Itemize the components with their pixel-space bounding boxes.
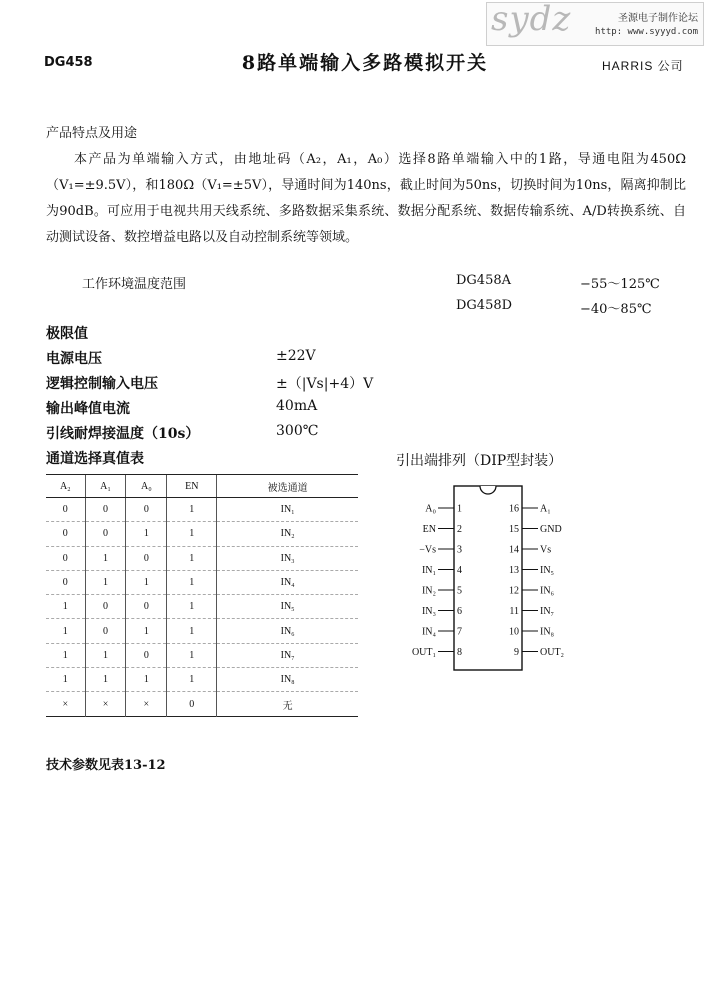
pin-number: 13	[509, 565, 519, 576]
limit-label: 电源电压	[46, 351, 102, 367]
address-bit-cell: 1	[62, 674, 68, 686]
table-row	[46, 619, 358, 643]
table-row	[46, 546, 358, 570]
selected-channel-cell: IN₃	[217, 546, 358, 570]
pin-name: −Vs	[419, 544, 436, 556]
pin-number: 7	[457, 626, 462, 638]
address-bit-cell: 0	[62, 528, 68, 540]
temperature-model-d: DG458D	[456, 298, 513, 313]
pin-number: 5	[457, 585, 462, 597]
address-bit-cell: 0	[167, 692, 217, 716]
address-bit-cell: 1	[126, 570, 167, 594]
address-bit-cell: 1	[167, 619, 217, 643]
pin-number: 1	[457, 503, 462, 515]
watermark-site-name: 圣源电子制作论坛	[618, 13, 698, 24]
pin-number: 6	[457, 606, 462, 617]
pin-number: 14	[509, 544, 519, 556]
truth-table-header-row	[46, 475, 358, 498]
address-bit-cell: 1	[85, 570, 126, 594]
temperature-model-a: DG458A	[456, 273, 512, 288]
features-paragraph: 本产品为单端输入方式，由地址码（A₂，A₁，A₀）选择8路单端输入中的1路，导通电阻为450Ω（V₁=±9.5V），和180Ω（V₁=±5V），导通时间为140ns，截止时间为50ns，切换时间为10ns，隔离抑制比为90dB。可应用于电视共用天线系统、多路数据采集系统、数据分配系统、数据传输系统、A/D转换系统、自动测试设备、数控增益电路以及自动控制系统等领域。	[46, 152, 686, 245]
pin-number: 3	[457, 544, 462, 556]
table-row	[46, 522, 358, 546]
limit-value: ±22V	[276, 348, 316, 364]
address-bit-cell: 1	[167, 498, 217, 522]
watermark-box	[486, 2, 704, 46]
address-bit-cell: 0	[126, 546, 167, 570]
pin-name: Vs	[540, 544, 552, 556]
address-bit-cell: 1	[126, 619, 167, 643]
address-bit-cell: 1	[167, 668, 217, 692]
pin-name: A₁	[540, 503, 551, 515]
address-bit-cell: 1	[85, 668, 126, 692]
pin-number: 15	[509, 524, 519, 535]
limit-label: 逻辑控制输入电压	[46, 376, 158, 392]
pin-number: 16	[509, 503, 519, 515]
page-title: 8路单端输入多路模拟开关	[241, 52, 489, 74]
limit-value: 40mA	[276, 398, 318, 414]
address-bit-cell: 1	[167, 546, 217, 570]
table-row	[46, 643, 358, 667]
address-bit-cell: 0	[62, 552, 68, 564]
column-header: A₂	[46, 475, 85, 498]
pin-name: IN₃	[421, 606, 436, 617]
watermark-logo: sydz	[491, 0, 572, 39]
address-bit-cell: 1	[85, 643, 126, 667]
selected-channel-cell: IN₄	[217, 570, 358, 594]
address-bit-cell: 1	[62, 601, 68, 613]
temperature-range-d: −40～85℃	[580, 302, 652, 317]
address-bit-cell: ×	[126, 692, 167, 716]
pin-number: 12	[509, 585, 519, 597]
address-bit-cell: ×	[85, 692, 126, 716]
selected-channel-cell: IN₆	[217, 619, 358, 643]
pin-name: EN	[422, 524, 436, 535]
pin-name: IN₆	[540, 585, 555, 597]
limit-label: 输出峰值电流	[46, 401, 130, 417]
pin-number: 10	[509, 626, 519, 638]
address-bit-cell: 1	[62, 625, 68, 637]
selected-channel-cell: IN₇	[217, 643, 358, 667]
limit-value: 300℃	[276, 423, 319, 439]
address-bit-cell: 1	[85, 546, 126, 570]
limit-label: 引线耐焊接温度（10s）	[46, 426, 200, 442]
table-row	[46, 595, 358, 619]
temperature-range-label: 工作环境温度范围	[82, 277, 187, 292]
address-bit-cell: 0	[62, 577, 68, 589]
selected-channel-cell: IN₂	[217, 522, 358, 546]
pin-name: IN₅	[540, 565, 555, 576]
address-bit-cell: 1	[62, 649, 68, 661]
pin-name: IN₇	[540, 606, 555, 617]
address-bit-cell: 1	[167, 643, 217, 667]
column-header: A₀	[126, 475, 167, 498]
address-bit-cell: 1	[167, 522, 217, 546]
truth-table-heading: 通道选择真值表	[46, 451, 144, 467]
address-bit-cell: 1	[167, 595, 217, 619]
dip-package-diagram	[408, 484, 608, 674]
temperature-range-a: −55～125℃	[580, 277, 660, 292]
features-heading: 产品特点及用途	[46, 126, 138, 141]
truth-table	[46, 474, 358, 717]
address-bit-cell: 0	[62, 504, 68, 516]
limit-value: ±（|Vs|+4）V	[276, 376, 374, 392]
column-header: 被选通道	[217, 475, 358, 498]
limits-heading: 极限值	[46, 326, 88, 342]
watermark-url: http: www.syyyd.com	[595, 27, 698, 37]
pin-number: 8	[457, 647, 462, 658]
pin-number: 11	[509, 606, 519, 617]
manufacturer: HARRIS 公司	[602, 59, 684, 73]
pin-name: IN₂	[421, 585, 436, 597]
pinout-heading: 引出端排列（DIP型封装）	[396, 453, 563, 469]
pin-name: IN₄	[421, 626, 436, 638]
address-bit-cell: 1	[126, 522, 167, 546]
pin-name: GND	[540, 524, 562, 535]
address-bit-cell: 1	[126, 668, 167, 692]
pin-number: 9	[514, 647, 519, 658]
pin-name: OUT₂	[540, 647, 565, 658]
part-number: DG458	[44, 55, 93, 70]
pin-name: A₀	[425, 503, 436, 515]
table-row	[46, 668, 358, 692]
address-bit-cell: 0	[126, 498, 167, 522]
pin1-notch	[480, 486, 496, 494]
address-bit-cell: 0	[85, 619, 126, 643]
spec-reference-note: 技术参数见表13-12	[46, 758, 166, 773]
selected-channel-cell: IN₅	[217, 595, 358, 619]
address-bit-cell: ×	[62, 698, 69, 710]
pin-name: IN₁	[421, 565, 436, 576]
address-bit-cell: 0	[126, 643, 167, 667]
selected-channel-cell: 无	[217, 692, 358, 716]
table-row	[46, 692, 358, 716]
address-bit-cell: 0	[126, 595, 167, 619]
address-bit-cell: 0	[85, 498, 126, 522]
pin-name: OUT₁	[411, 647, 436, 658]
column-header: EN	[167, 475, 217, 498]
pin-number: 4	[457, 565, 462, 576]
selected-channel-cell: IN₁	[217, 498, 358, 522]
address-bit-cell: 0	[85, 522, 126, 546]
selected-channel-cell: IN₈	[217, 668, 358, 692]
column-header: A₁	[85, 475, 126, 498]
address-bit-cell: 1	[167, 570, 217, 594]
address-bit-cell: 0	[85, 595, 126, 619]
pin-name: IN₈	[540, 626, 555, 638]
pin-number: 2	[457, 524, 462, 535]
table-row	[46, 570, 358, 594]
table-row	[46, 498, 358, 522]
